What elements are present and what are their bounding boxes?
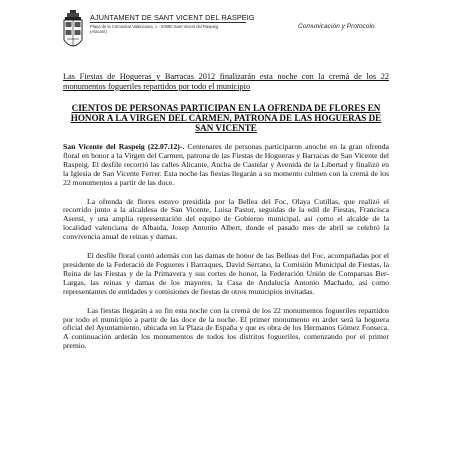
- press-release-body: [63, 72, 389, 351]
- address-line-2: (Alacant): [90, 29, 107, 34]
- address-line-1: Plaça de la Comunitat Valenciana, 1 - 03690 Sant Vicent del Raspeig: [90, 24, 219, 29]
- paragraph-4: Las fiestas llegarán a su fin esta noche con la cremà de los 22 monumentos fogueriles repartidos por todo el municipio a partir de las doce de la noche. El primer monumento en arder será la hoguera oficial del Ayuntamiento, ubicada en la Plaza de España y que es obra de los Hermanos Gómez Fonseca. A continuación arderán los monumentos de todos los distritos fogueriles, comenzando por el primer premio.: [63, 305, 389, 351]
- paragraph-1-text: Centenares de personas participaron anoche en la gran ofrenda floral en honor a la Virgen del Carmen, patrona de las Fiestas de Hogueras y Barracas de San Vicente del Raspeig. El desfile recorrió las calles Alicante, Ancha de Castelar y Avenida de la Libertad y finalizó en la Iglesia de San Vicente Ferrer. Esta noche las fiestas llegarán a su momento culmen con la cremà de los 22 monumentos a partir de las doce.: [63, 142, 389, 187]
- department-name: Comunicación y Protocolo: [298, 23, 375, 30]
- paragraph-2: La ofrenda de flores estuvo presidida por la Bellea del Foc, Olaya Cutillas, que realizó el recorrido junto a la alcaldesa de San Vicente, Luisa Pastor, seguidas de la edil de Fiestas, Francisca Asensi, y una amplia representación del equipo de Gobierno municipal, así como el alcalde de la localidad valenciana de Albaida, Josep Antonio Albert, donde el pasado mes de abril se celebró la convivencia anual de reinas y damas.: [63, 196, 389, 242]
- organization-address: [90, 24, 218, 34]
- dateline: San Vicente del Raspeig (22.07.12)-.: [63, 142, 185, 151]
- paragraph-3: El desfile floral contó además con las damas de honor de las Belleas del Foc, acompañadas por el presidente de la Federació de Fogueres i Barraques, David Serrano, la Comisión Municipal de Fiestas, la Reina de las Fiestas y de la Primavera y sus cortes de honor, la Federación Unión de Comparsas Ber-Largas, las reinas y damas de los mayores, la Casa de Andalucía Antonio Machado, así como representantes de entidades y comisiones de fiestas de otros municipios invitadas.: [63, 251, 389, 296]
- paragraph-1: [63, 143, 389, 188]
- header-rule: [90, 22, 246, 23]
- lead-paragraph: Las Fiestas de Hogueras y Barracas 2012 finalizarán esta noche con la cremà de los 22 monumentos fogueriles repartidos por todo el municipio: [63, 72, 389, 91]
- municipal-shield-icon: [62, 10, 84, 54]
- headline: CIENTOS DE PERSONAS PARTICIPAN EN LA OFRENDA DE FLORES EN HONOR A LA VIRGEN DEL CARMEN, PATRONA DE LAS HOGUERAS DE SAN VICENTE: [70, 103, 382, 133]
- organization-name: AJUNTAMENT DE SANT VICENT DEL RASPEIG: [90, 13, 255, 22]
- letterhead: [62, 10, 392, 70]
